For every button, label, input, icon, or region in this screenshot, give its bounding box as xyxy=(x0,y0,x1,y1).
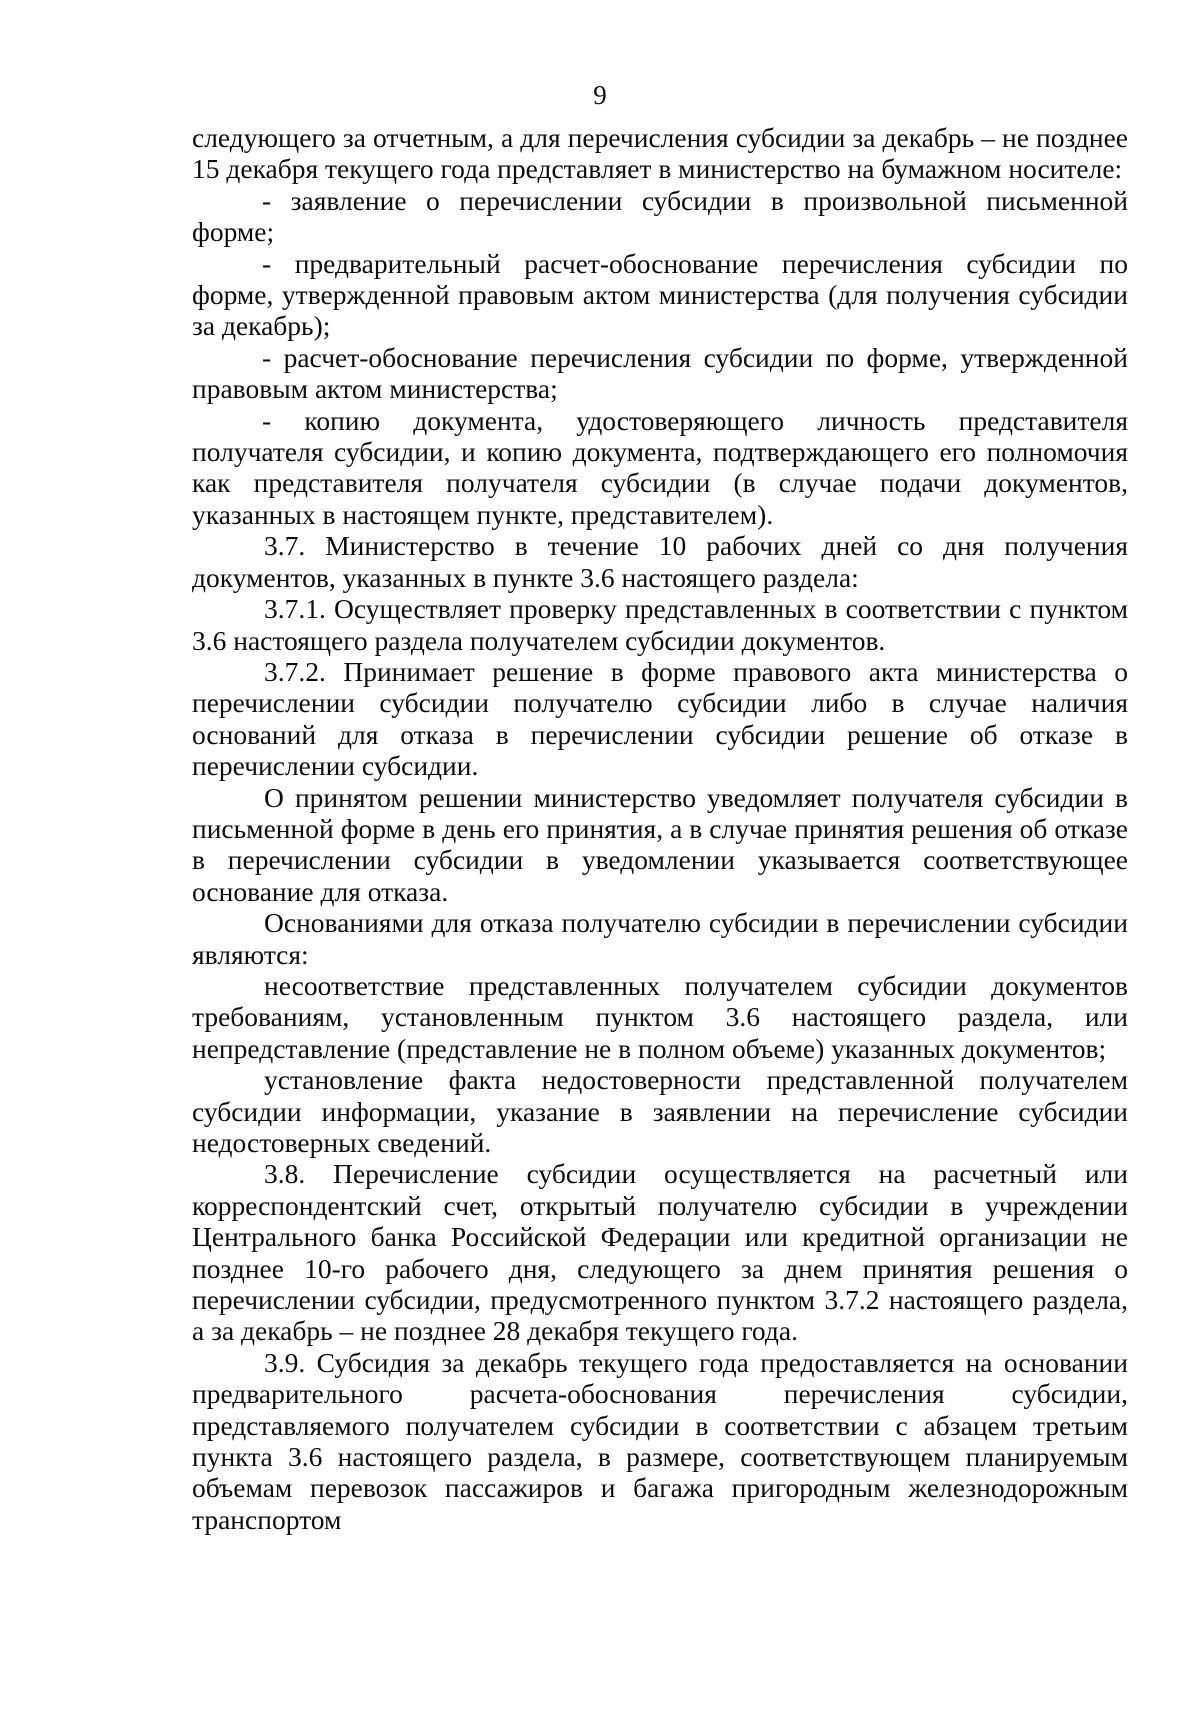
document-body xyxy=(192,122,1128,1535)
paragraph-notification: О принятом решении министерство уведомляет получателя субсидии в письменной форме в день его принятия, а в случае принятия решения об отказе в перечислении субсидии в уведомлении указывается соответствующее основание для отказа. xyxy=(192,781,1128,907)
paragraph-3-7-2: 3.7.2. Принимает решение в форме правового акта министерства о перечислении субсидии получателю субсидии либо в случае наличия оснований для отказа в перечислении субсидии решение об отказе в перечислении субсидии. xyxy=(192,655,1128,782)
paragraph-refusal-grounds: Основаниями для отказа получателю субсидии в перечислении субсидии являются: xyxy=(192,907,1128,970)
list-item-calculation: - расчет-обоснование перечисления субсидии по форме, утвержденной правовым актом министерства; xyxy=(192,341,1128,405)
paragraph-ground-false-info: установление факта недостоверности представленной получателем субсидии информации, указание в заявлении на перечисление субсидии недостоверных сведений. xyxy=(192,1064,1128,1158)
list-item-identity-copy: - копию документа, удостоверяющего личность представителя получателя субсидии, и копию документа, подтверждающего его полномочия как представителя получателя субсидии (в случае подачи документов, указанных в настоящем пункте, представителем). xyxy=(192,404,1128,530)
paragraph-continuation: следующего за отчетным, а для перечисления субсидии за декабрь – не позднее 15 декабря текущего года представляет в министерство на бумажном носителе: xyxy=(192,122,1128,185)
paragraph-3-9: 3.9. Субсидия за декабрь текущего года предоставляется на основании предварительного расчета-обоснования перечисления субсидии, представляемого получателем субсидии в соответствии с абзацем третьим пункта 3.6 настоящего раздела, в размере, соответствующем планируемым объемам перевозок пассажиров и багажа пригородным железнодорожным транспортом xyxy=(192,1346,1128,1535)
list-item-application: - заявление о перечислении субсидии в произвольной письменной форме; xyxy=(192,184,1128,248)
paragraph-3-8: 3.8. Перечисление субсидии осуществляется на расчетный или корреспондентский счет, открытый получателю субсидии в учреждении Центрального банка Российской Федерации или кредитной организации не позднее 10-го рабочего дня, следующего за днем принятия решения о перечислении субсидии, предусмотренного пунктом 3.7.2 настоящего раздела, а за декабрь – не позднее 28 декабря текущего года. xyxy=(192,1158,1128,1347)
page-number: 9 xyxy=(593,80,607,110)
list-item-preliminary-calculation: - предварительный расчет-обоснование перечисления субсидии по форме, утвержденной правовым актом министерства (для получения субсидии за декабрь); xyxy=(192,247,1128,342)
paragraph-3-7-1: 3.7.1. Осуществляет проверку представленных в соответствии с пунктом 3.6 настоящего раздела получателем субсидии документов. xyxy=(192,593,1128,656)
paragraph-3-7: 3.7. Министерство в течение 10 рабочих дней со дня получения документов, указанных в пункте 3.6 настоящего раздела: xyxy=(192,530,1128,593)
paragraph-ground-nonconformity: несоответствие представленных получателем субсидии документов требованиям, установленным пунктом 3.6 настоящего раздела, или непредставление (представление не в полном объеме) указанных документов; xyxy=(192,969,1128,1064)
